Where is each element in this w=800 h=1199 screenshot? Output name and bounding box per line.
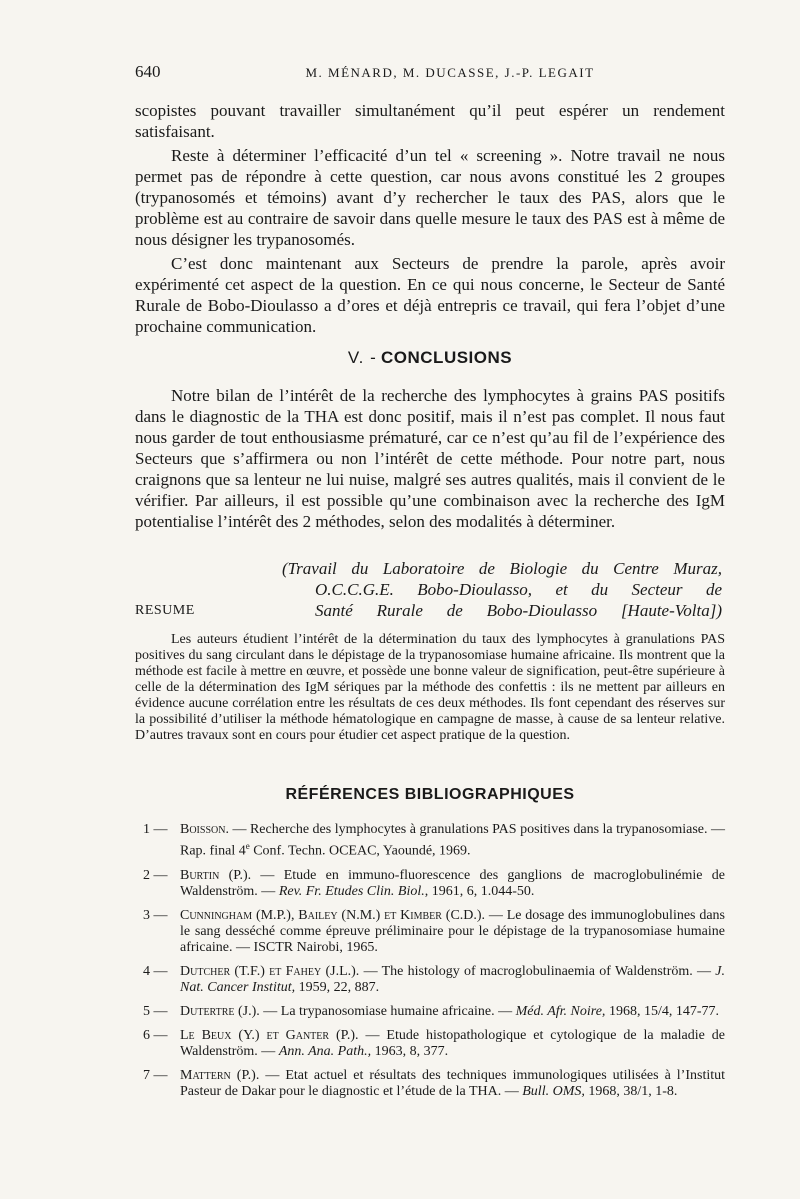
reference-citation: , 1961, 6, 1.044-50. (424, 883, 535, 899)
reference-item (135, 1004, 725, 1020)
page-header (135, 62, 725, 86)
reference-number: 7 — (143, 1067, 168, 1083)
reference-text: — The histology of macroglobulinaemia of Waldenström. — (359, 963, 716, 979)
reference-item (135, 1068, 725, 1100)
intro-paragraph-2: Reste à déterminer l’efficacité d’un tel « screening ». Notre travail ne nous permet pas de répondre à cette question, car nous avons constitué les 2 groupes (trypanosomés et témoins) avant d’y rechercher le taux des PAS, alors que le problème est au contraire de savoir dans quelle mesure le taux des PAS est à même de nous désigner les trypanosomés. (135, 146, 725, 249)
reference-author: Mattern (P.). (180, 1067, 260, 1083)
reference-text: — Recherche des lymphocytes à granulations PAS positives dans la trypanosomiase. — Rap. final 4 (180, 822, 725, 859)
reference-journal: Méd. Afr. Noire, (515, 1003, 606, 1019)
reference-item (135, 1028, 725, 1060)
attribution (282, 558, 722, 621)
references-heading: RÉFÉRENCES BIBLIOGRAPHIQUES (285, 786, 575, 803)
reference-item (135, 868, 725, 900)
reference-number: 5 — (143, 1003, 168, 1019)
reference-author: Dutcher (T.F.) et Fahey (J.L.). (180, 963, 360, 979)
reference-author: Boisson. (180, 822, 229, 837)
running-head-authors: M. MÉNARD, M. DUCASSE, J.-P. LEGAIT (305, 65, 595, 80)
resume-abstract (135, 632, 725, 744)
reference-journal: Rev. Fr. Etudes Clin. Biol. (278, 883, 425, 899)
reference-superscript: e (245, 841, 250, 851)
section-title: CONCLUSIONS (381, 348, 513, 367)
reference-item (135, 822, 725, 860)
reference-journal: J. Nat. Cancer Institut, (180, 963, 725, 995)
intro-text (135, 100, 725, 337)
reference-item (135, 908, 725, 956)
reference-citation: 1968, 38/1, 1-8. (584, 1083, 678, 1099)
attribution-line-3: Santé Rurale de Bobo-Dioulasso [Haute-Volta]) (315, 601, 722, 620)
attribution-line-2: O.C.C.G.E. Bobo-Dioulasso, et du Secteur de (315, 580, 722, 599)
reference-author: Le Beux (Y.) et Ganter (P.). (180, 1027, 359, 1043)
reference-number: 2 — (143, 867, 168, 883)
reference-journal: Bull. OMS, (522, 1083, 585, 1099)
conclusions-heading (135, 348, 725, 368)
reference-text-cont: Conf. Techn. OCEAC, Yaoundé, 1969. (249, 843, 471, 859)
reference-text: — La trypanosomiase humaine africaine. — (259, 1003, 516, 1019)
intro-paragraph-1: scopistes pouvant travailler simultanément qu’il peut espérer un rendement satisfaisant. (135, 101, 725, 141)
reference-number: 4 — (143, 963, 168, 979)
reference-number: 1 — (143, 822, 168, 837)
reference-citation: 1959, 22, 887. (295, 979, 380, 995)
reference-citation: 1968, 15/4, 147-77. (605, 1003, 719, 1019)
reference-number: 3 — (143, 907, 168, 923)
reference-author: Burtin (P.). (180, 867, 252, 883)
resume-label: RESUME (135, 603, 195, 618)
reference-citation: 1963, 8, 377. (371, 1043, 449, 1059)
conclusions-text (135, 385, 725, 532)
reference-text: — Etude histopathologique et cytologique de la maladie de Waldenström. — (180, 1027, 725, 1059)
reference-journal: Ann. Ana. Path., (278, 1043, 372, 1059)
resume-text: Les auteurs étudient l’intérêt de la détermination du taux des lymphocytes à granulations PAS positives du sang circulant dans le dépistage de la trypanosomiase humaine africaine. Ils montrent que la méthode est facile à mettre en œuvre, et possède une bonne valeur de signification, peut-être supérieure à celle de la détermination des IgM sériques par la méthode des confettis : ils ne mettent par ailleurs en évidence aucune corrélation entre les résultats de ces deux méthodes. Ils font cependant des réserves sur la possibilité d’utiliser la méthode hématologique en campagne de masse, à cause de sa lenteur relative. D’autres travaux sont en cours pour étudier cet aspect pratique de la question. (135, 632, 725, 743)
reference-author: Cunningham (M.P.), Bailey (N.M.) et Kimber (C.D.). (180, 907, 486, 923)
reference-text: — Etude en immuno-fluorescence des ganglions de macroglobulinémie de Waldenström. — (180, 867, 725, 899)
reference-number: 6 — (143, 1027, 168, 1043)
reference-item (135, 964, 725, 996)
reference-text: — Le dosage des immunoglobulines dans le sang desséché comme épreuve préliminaire pour le dépistage de la trypanosomiase humaine africaine. — ISCTR Nairobi, 1965. (180, 907, 725, 955)
conclusions-paragraph: Notre bilan de l’intérêt de la recherche des lymphocytes à grains PAS positifs dans le diagnostic de la THA est donc positif, mais il n’est pas complet. Il nous faut nous garder de tout enthousiasme prématuré, car ce n’est qu’au fil de l’expérience des Secteurs que s’affirmera ou non l’intérêt de cette méthode. Pour notre part, nous craignons que sa lenteur ne lui nuise, malgré ses autres qualités, mais il convient de le vérifier. Par ailleurs, il est possible qu’une combinaison avec la recherche des IgM potentialise l’intérêt des 2 méthodes, selon des modalités à déterminer. (135, 386, 725, 531)
attribution-line-1: (Travail du Laboratoire de Biologie du Centre Muraz, (282, 559, 722, 578)
section-number: V. - (347, 348, 377, 367)
intro-paragraph-3: C’est donc maintenant aux Secteurs de prendre la parole, après avoir expérimenté cet aspect de la question. En ce qui nous concerne, le Secteur de Santé Rurale de Bobo-Dioulasso a d’ores et déjà entrepris ce travail, qui fera l’objet d’une prochaine communication. (135, 254, 725, 336)
page-number: 640 (135, 62, 161, 81)
reference-author: Dutertre (J.). (180, 1003, 260, 1019)
reference-text: — Etat actuel et résultats des techniques immunologiques utilisées à l’Institut Pasteur de Dakar pour le diagnostic et l’étude de la THA. — (180, 1067, 725, 1099)
reference-list (135, 822, 725, 1108)
